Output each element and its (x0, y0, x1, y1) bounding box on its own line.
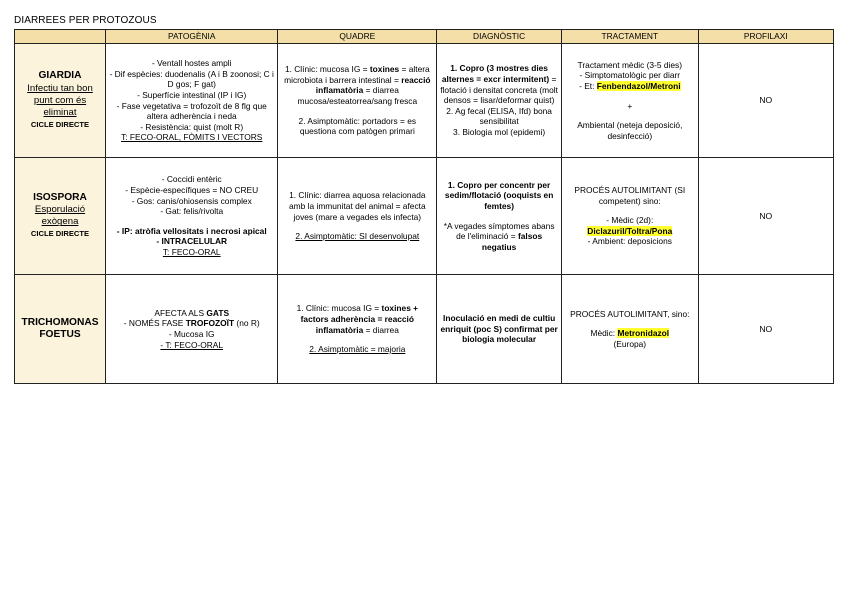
header-empty (15, 30, 106, 44)
copro-text (440, 63, 558, 105)
header-patogenia: PATOGÈNIA (106, 30, 278, 44)
text-segment: AFECTA ALS (154, 307, 207, 318)
giardia-profilaxi: NO (698, 44, 833, 158)
header-profilaxi: PROFILAXI (698, 30, 833, 44)
trichomonas-tractament (562, 275, 699, 384)
giardia-quadre (278, 44, 437, 158)
text-segment: Mèdic: (590, 328, 618, 339)
trichomonas-name: TRICHOMONAS FOETUS (21, 316, 99, 340)
giardia-patogenia (106, 44, 278, 158)
clinic-text (281, 303, 433, 335)
text-line: - Gat: felis/rivolta (160, 206, 224, 217)
text-line: Tractament mèdic (3-5 dies) (577, 59, 682, 70)
giardia-diagnostic (437, 44, 562, 158)
header-diagnostic: DIAGNÒSTIC (437, 30, 562, 44)
text-line: - Coccidi entèric (161, 174, 222, 185)
text-segment: 1. Clínic: mucosa IG = (296, 303, 382, 314)
isospora-tractament (562, 158, 699, 275)
text-line: - INTRACELULAR (156, 236, 228, 247)
clinic-text (281, 64, 433, 106)
bio-text: 3. Biologia mol (epidemi) (453, 126, 546, 137)
text-line: - Fase vegetativa = trofozoït de 8 flg que altera adherència i neda (116, 100, 267, 122)
giardia-name: GIARDIA (38, 70, 82, 82)
isospora-patogenia (106, 158, 278, 275)
isospora-profilaxi: NO (698, 158, 833, 275)
copro-text: 1. Copro per concentr per sedim/flotació (ooquists en femtes) (444, 179, 554, 211)
diagnostic-text: Inoculació en medi de cultiu enriquit (poc S) confirmat per biologia molecular (440, 313, 558, 345)
text-segment: - NOMÉS FASE (123, 318, 186, 329)
asymptomatic-text: 2. Asimptomàtic: portadors = es questiona com patògen primari (298, 115, 417, 137)
text-line: - Mèdic (2d): (606, 215, 654, 226)
drug-highlight: Metronidazol (617, 328, 670, 339)
protozoa-table (14, 29, 834, 384)
text-line: Ambiental (neteja deposició, desinfecció) (577, 120, 683, 141)
isospora-quadre (278, 158, 437, 275)
text-line: - IP: atròfia vellositats i necrosi apical (116, 225, 267, 236)
drug-line (565, 328, 695, 339)
isospora-name-cell (15, 158, 106, 275)
header-row (15, 30, 834, 44)
giardia-name-cell (15, 44, 106, 158)
text-segment: *A vegades símptomes abans de l'eliminació = (443, 220, 555, 242)
ag-text: 2. Ag fecal (ELISA, Ifd) bona sensibilitat (446, 105, 552, 127)
trichomonas-patogenia (106, 275, 278, 384)
trichomonas-quadre (278, 275, 437, 384)
table-row (15, 44, 834, 158)
text-segment: TROFOZOÏT (185, 318, 235, 329)
drug-line (565, 81, 695, 92)
transmission-line: - T: FECO-ORAL (160, 339, 224, 350)
text-line: - Espècie-específiques = NO CREU (125, 185, 259, 196)
text-line: - Ambient: deposicions (587, 236, 672, 247)
table-row (15, 158, 834, 275)
text-line: - Gos: canis/ohiosensis complex (131, 195, 252, 206)
table-row (15, 275, 834, 384)
text-line: - Ventall hostes ampli (151, 58, 232, 69)
text-segment: 1. Copro (3 mostres dies alternes = excr intermitent) (441, 63, 550, 85)
text-line (109, 318, 274, 329)
isospora-tag: CICLE DIRECTE (30, 229, 90, 239)
trichomonas-name-cell (15, 275, 106, 384)
isospora-diagnostic (437, 158, 562, 275)
drug-line (565, 226, 695, 237)
document-title: DIARREES PER PROTOZOUS (14, 15, 157, 26)
transmission-line: T: FECO-ORAL (162, 246, 221, 257)
text-line: (Europa) (613, 338, 647, 349)
text-line: - Simptomatològic per diarr (579, 70, 681, 81)
asymptomatic-text: 2. Asimptomàtic: SI desenvolupat (295, 231, 420, 242)
text-line: - Mucosa IG (168, 329, 215, 339)
isospora-subtitle: Esporulació exògena (34, 204, 86, 228)
text-segment: toxines (369, 64, 400, 75)
text-segment: = diarrea mucosa/esteatorrea/sang fresca (297, 85, 418, 106)
giardia-tag: CICLE DIRECTE (30, 119, 90, 129)
giardia-tractament (562, 44, 699, 158)
text-line: PROCÉS AUTOLIMITANT, sino: (570, 308, 690, 319)
drug-highlight: Fenbendazol/Metroni (596, 80, 681, 91)
trichomonas-diagnostic (437, 275, 562, 384)
text-segment: = flotació i densitat concreta (molt densos = lisar/deformar quist) (440, 74, 558, 106)
header-tractament: TRACTAMENT (562, 30, 699, 44)
text-line (109, 308, 274, 319)
isospora-name: ISOSPORA (33, 191, 87, 203)
text-segment: (no R) (234, 318, 260, 329)
transmission-line: T: FECO-ORAL, FÒMITS I VECTORS (121, 132, 263, 143)
text-segment: GATS (206, 307, 230, 318)
asymptomatic-text: 2. Asimptomàtic = majoria (309, 344, 406, 355)
text-segment: reacció inflamatòria (315, 74, 431, 96)
text-segment: = altera microbiota i barrera intestinal = (284, 64, 430, 85)
text-line: - Superfície intestinal (IP i IG) (137, 89, 247, 100)
trichomonas-profilaxi: NO (698, 275, 833, 384)
text-segment: toxines + factors adherència = reacció inflamatòria (300, 303, 419, 335)
text-line: - Dif espècies: duodenalis (A i B zoonosi; C i D gos; F gat) (109, 68, 274, 90)
drug-highlight: Diclazuril/Toltra/Pona (587, 225, 673, 236)
giardia-subtitle: Infectiu tan bon punt com és eliminat (27, 82, 93, 118)
text-segment: - Et: (579, 80, 597, 91)
note-text (440, 221, 558, 253)
text-line: PROCÉS AUTOLIMITANT (SI competent) sino: (574, 185, 686, 206)
text-segment: 1. Clínic: mucosa IG = (284, 64, 370, 75)
text-line: - Resistència: quist (molt R) (140, 121, 244, 132)
plus-sign: + (627, 100, 633, 111)
header-quadre: QUADRE (278, 30, 437, 44)
text-segment: falsos negatius (481, 231, 543, 252)
text-segment: = diarrea (363, 324, 399, 335)
clinic-text: 1. Clínic: diarrea aquosa relacionada amb la immunitat del animal = afecta joves (mare a vegades els infecta) (289, 190, 426, 222)
